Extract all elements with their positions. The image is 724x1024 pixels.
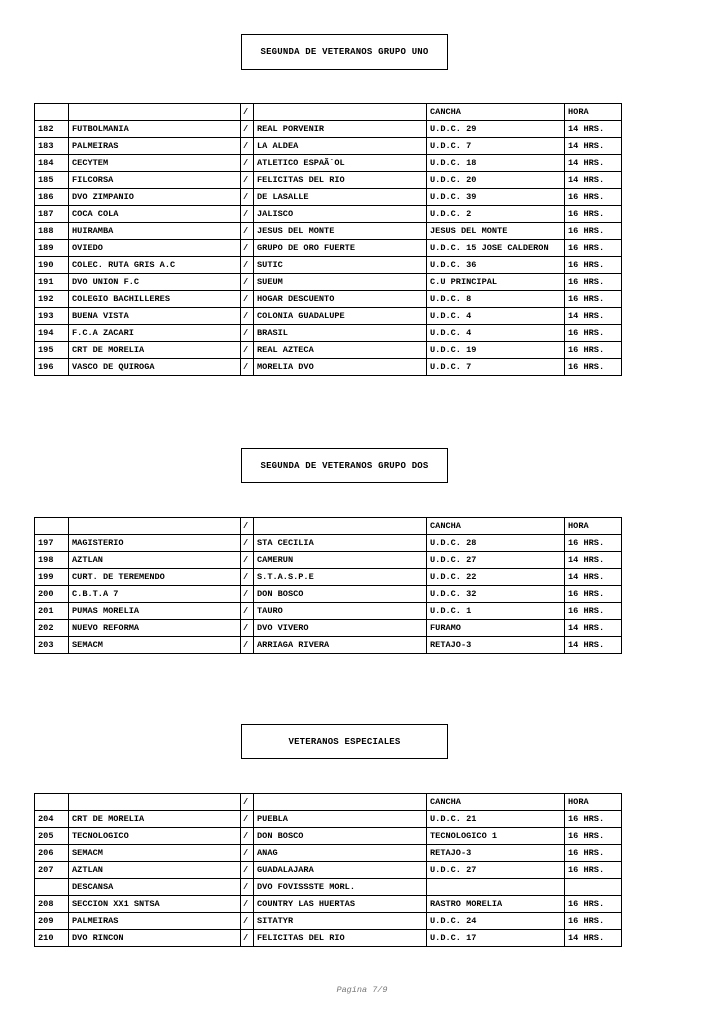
versus-separator: / <box>241 189 254 206</box>
versus-separator: / <box>241 569 254 586</box>
home-team: FUTBOLMANIA <box>69 121 241 138</box>
home-team: CURT. DE TEREMENDO <box>69 569 241 586</box>
field-cell: U.D.C. 32 <box>427 586 565 603</box>
time-cell: 14 HRS. <box>565 552 622 569</box>
time-cell: 16 HRS. <box>565 206 622 223</box>
time-cell: 16 HRS. <box>565 603 622 620</box>
table-row <box>35 257 622 274</box>
away-team: JESUS DEL MONTE <box>254 223 427 240</box>
away-team: SUEUM <box>254 274 427 291</box>
away-team: DVO FOVISSSTE MORL. <box>254 879 427 896</box>
time-cell: 14 HRS. <box>565 569 622 586</box>
away-team: TAURO <box>254 603 427 620</box>
match-number: 204 <box>35 811 69 828</box>
match-number: 194 <box>35 325 69 342</box>
table-row <box>35 206 622 223</box>
home-team: PUMAS MORELIA <box>69 603 241 620</box>
match-number: 208 <box>35 896 69 913</box>
field-cell: RETAJO-3 <box>427 637 565 654</box>
away-team: REAL AZTECA <box>254 342 427 359</box>
fixtures-table-grupo-uno <box>34 103 622 376</box>
home-team: COLEC. RUTA GRIS A.C <box>69 257 241 274</box>
field-cell: U.D.C. 1 <box>427 603 565 620</box>
away-team: LA ALDEA <box>254 138 427 155</box>
time-cell: 16 HRS. <box>565 913 622 930</box>
match-number <box>35 879 69 896</box>
versus-separator: / <box>241 913 254 930</box>
home-team: AZTLAN <box>69 862 241 879</box>
versus-separator: / <box>241 603 254 620</box>
table-row <box>35 342 622 359</box>
away-team: HOGAR DESCUENTO <box>254 291 427 308</box>
away-team: COUNTRY LAS HUERTAS <box>254 896 427 913</box>
section-title-grupo-uno: SEGUNDA DE VETERANOS GRUPO UNO <box>241 34 448 70</box>
versus-separator: / <box>241 155 254 172</box>
match-number: 192 <box>35 291 69 308</box>
field-cell: JESUS DEL MONTE <box>427 223 565 240</box>
field-cell: U.D.C. 27 <box>427 552 565 569</box>
away-team: REAL PORVENIR <box>254 121 427 138</box>
home-team: DVO RINCON <box>69 930 241 947</box>
match-number: 190 <box>35 257 69 274</box>
versus-separator: / <box>241 240 254 257</box>
fixtures-table-grupo-dos <box>34 517 622 654</box>
table-row <box>35 930 622 947</box>
home-team: COLEGIO BACHILLERES <box>69 291 241 308</box>
match-number: 185 <box>35 172 69 189</box>
section-title-veteranos-especiales: VETERANOS ESPECIALES <box>241 724 448 759</box>
away-team: STA CECILIA <box>254 535 427 552</box>
match-number: 206 <box>35 845 69 862</box>
time-cell: 14 HRS. <box>565 930 622 947</box>
away-team <box>254 518 427 535</box>
versus-separator: / <box>241 535 254 552</box>
away-team: S.T.A.S.P.E <box>254 569 427 586</box>
time-cell: HORA <box>565 104 622 121</box>
field-cell: U.D.C. 4 <box>427 308 565 325</box>
match-number <box>35 104 69 121</box>
home-team: VASCO DE QUIROGA <box>69 359 241 376</box>
home-team: PALMEIRAS <box>69 913 241 930</box>
versus-separator: / <box>241 794 254 811</box>
field-cell: TECNOLOGICO 1 <box>427 828 565 845</box>
versus-separator: / <box>241 586 254 603</box>
field-cell: U.D.C. 7 <box>427 359 565 376</box>
home-team: SEMACM <box>69 845 241 862</box>
match-number: 188 <box>35 223 69 240</box>
time-cell: 14 HRS. <box>565 172 622 189</box>
time-cell: 14 HRS. <box>565 637 622 654</box>
field-cell: U.D.C. 22 <box>427 569 565 586</box>
away-team: JALISCO <box>254 206 427 223</box>
field-cell: U.D.C. 18 <box>427 155 565 172</box>
time-cell: 16 HRS. <box>565 845 622 862</box>
table-row <box>35 155 622 172</box>
away-team <box>254 794 427 811</box>
field-cell: U.D.C. 19 <box>427 342 565 359</box>
table-row <box>35 308 622 325</box>
away-team: COLONIA GUADALUPE <box>254 308 427 325</box>
away-team: ARRIAGA RIVERA <box>254 637 427 654</box>
versus-separator: / <box>241 620 254 637</box>
time-cell: HORA <box>565 794 622 811</box>
table-row <box>35 172 622 189</box>
field-cell: C.U PRINCIPAL <box>427 274 565 291</box>
table-header-row <box>35 104 622 121</box>
time-cell: HORA <box>565 518 622 535</box>
table-row <box>35 240 622 257</box>
versus-separator: / <box>241 325 254 342</box>
versus-separator: / <box>241 359 254 376</box>
time-cell: 14 HRS. <box>565 138 622 155</box>
match-number: 202 <box>35 620 69 637</box>
table-row <box>35 223 622 240</box>
table-row <box>35 325 622 342</box>
home-team: DESCANSA <box>69 879 241 896</box>
match-number: 199 <box>35 569 69 586</box>
home-team: F.C.A ZACARI <box>69 325 241 342</box>
table-row <box>35 811 622 828</box>
table-row <box>35 359 622 376</box>
field-cell: RETAJO-3 <box>427 845 565 862</box>
match-number: 184 <box>35 155 69 172</box>
home-team: OVIEDO <box>69 240 241 257</box>
field-cell: CANCHA <box>427 104 565 121</box>
field-cell: U.D.C. 24 <box>427 913 565 930</box>
home-team: C.B.T.A 7 <box>69 586 241 603</box>
versus-separator: / <box>241 138 254 155</box>
table-row <box>35 274 622 291</box>
field-cell <box>427 879 565 896</box>
home-team: DVO ZIMPANIO <box>69 189 241 206</box>
time-cell: 16 HRS. <box>565 257 622 274</box>
versus-separator: / <box>241 223 254 240</box>
match-number <box>35 518 69 535</box>
field-cell: CANCHA <box>427 518 565 535</box>
home-team: CRT DE MORELIA <box>69 342 241 359</box>
versus-separator: / <box>241 172 254 189</box>
home-team: HUIRAMBA <box>69 223 241 240</box>
away-team: SITATYR <box>254 913 427 930</box>
match-number: 191 <box>35 274 69 291</box>
field-cell: U.D.C. 17 <box>427 930 565 947</box>
field-cell: U.D.C. 2 <box>427 206 565 223</box>
field-cell: U.D.C. 36 <box>427 257 565 274</box>
table-row <box>35 896 622 913</box>
versus-separator: / <box>241 552 254 569</box>
versus-separator: / <box>241 291 254 308</box>
home-team: FILCORSA <box>69 172 241 189</box>
versus-separator: / <box>241 206 254 223</box>
field-cell: U.D.C. 29 <box>427 121 565 138</box>
home-team: PALMEIRAS <box>69 138 241 155</box>
time-cell: 16 HRS. <box>565 862 622 879</box>
home-team: CECYTEM <box>69 155 241 172</box>
field-cell: U.D.C. 4 <box>427 325 565 342</box>
field-cell: U.D.C. 21 <box>427 811 565 828</box>
table-row <box>35 879 622 896</box>
field-cell: U.D.C. 8 <box>427 291 565 308</box>
home-team: SEMACM <box>69 637 241 654</box>
away-team <box>254 104 427 121</box>
away-team: GUADALAJARA <box>254 862 427 879</box>
field-cell: U.D.C. 27 <box>427 862 565 879</box>
table-row <box>35 189 622 206</box>
field-cell: U.D.C. 15 JOSE CALDERON <box>427 240 565 257</box>
home-team <box>69 104 241 121</box>
match-number: 203 <box>35 637 69 654</box>
field-cell: U.D.C. 39 <box>427 189 565 206</box>
versus-separator: / <box>241 518 254 535</box>
match-number: 205 <box>35 828 69 845</box>
away-team: SUTIC <box>254 257 427 274</box>
home-team: SECCION XX1 SNTSA <box>69 896 241 913</box>
match-number: 201 <box>35 603 69 620</box>
away-team: PUEBLA <box>254 811 427 828</box>
section-title-grupo-dos: SEGUNDA DE VETERANOS GRUPO DOS <box>241 448 448 483</box>
home-team: BUENA VISTA <box>69 308 241 325</box>
match-number: 182 <box>35 121 69 138</box>
match-number <box>35 794 69 811</box>
time-cell: 16 HRS. <box>565 325 622 342</box>
match-number: 189 <box>35 240 69 257</box>
versus-separator: / <box>241 879 254 896</box>
time-cell: 14 HRS. <box>565 121 622 138</box>
match-number: 200 <box>35 586 69 603</box>
table-row <box>35 620 622 637</box>
match-number: 210 <box>35 930 69 947</box>
table-row <box>35 862 622 879</box>
home-team: AZTLAN <box>69 552 241 569</box>
match-number: 196 <box>35 359 69 376</box>
home-team <box>69 794 241 811</box>
table-row <box>35 552 622 569</box>
time-cell: 16 HRS. <box>565 240 622 257</box>
field-cell: U.D.C. 20 <box>427 172 565 189</box>
versus-separator: / <box>241 342 254 359</box>
versus-separator: / <box>241 862 254 879</box>
versus-separator: / <box>241 257 254 274</box>
table-row <box>35 637 622 654</box>
table-row <box>35 138 622 155</box>
away-team: ATLETICO ESPAÃ`OL <box>254 155 427 172</box>
home-team: CRT DE MORELIA <box>69 811 241 828</box>
home-team <box>69 518 241 535</box>
time-cell <box>565 879 622 896</box>
away-team: FELICITAS DEL RIO <box>254 172 427 189</box>
time-cell: 14 HRS. <box>565 308 622 325</box>
match-number: 198 <box>35 552 69 569</box>
time-cell: 16 HRS. <box>565 189 622 206</box>
field-cell: U.D.C. 7 <box>427 138 565 155</box>
time-cell: 16 HRS. <box>565 223 622 240</box>
away-team: ANAG <box>254 845 427 862</box>
versus-separator: / <box>241 845 254 862</box>
versus-separator: / <box>241 930 254 947</box>
match-number: 187 <box>35 206 69 223</box>
field-cell: U.D.C. 28 <box>427 535 565 552</box>
versus-separator: / <box>241 274 254 291</box>
field-cell: CANCHA <box>427 794 565 811</box>
home-team: TECNOLOGICO <box>69 828 241 845</box>
match-number: 195 <box>35 342 69 359</box>
table-header-row <box>35 518 622 535</box>
time-cell: 16 HRS. <box>565 828 622 845</box>
time-cell: 16 HRS. <box>565 586 622 603</box>
table-row <box>35 828 622 845</box>
away-team: CAMERUN <box>254 552 427 569</box>
time-cell: 16 HRS. <box>565 342 622 359</box>
versus-separator: / <box>241 828 254 845</box>
time-cell: 16 HRS. <box>565 535 622 552</box>
versus-separator: / <box>241 896 254 913</box>
home-team: DVO UNION F.C <box>69 274 241 291</box>
away-team: BRASIL <box>254 325 427 342</box>
field-cell: RASTRO MORELIA <box>427 896 565 913</box>
table-row <box>35 845 622 862</box>
table-row <box>35 121 622 138</box>
table-row <box>35 291 622 308</box>
time-cell: 14 HRS. <box>565 155 622 172</box>
away-team: DVO VIVERO <box>254 620 427 637</box>
versus-separator: / <box>241 121 254 138</box>
table-row <box>35 535 622 552</box>
time-cell: 16 HRS. <box>565 359 622 376</box>
away-team: GRUPO DE ORO FUERTE <box>254 240 427 257</box>
versus-separator: / <box>241 811 254 828</box>
time-cell: 16 HRS. <box>565 811 622 828</box>
home-team: COCA COLA <box>69 206 241 223</box>
time-cell: 16 HRS. <box>565 291 622 308</box>
table-row <box>35 569 622 586</box>
match-number: 193 <box>35 308 69 325</box>
match-number: 209 <box>35 913 69 930</box>
table-row <box>35 586 622 603</box>
match-number: 183 <box>35 138 69 155</box>
away-team: DON BOSCO <box>254 586 427 603</box>
away-team: DE LASALLE <box>254 189 427 206</box>
fixtures-table-veteranos-especiales <box>34 793 622 947</box>
match-number: 207 <box>35 862 69 879</box>
time-cell: 14 HRS. <box>565 620 622 637</box>
versus-separator: / <box>241 637 254 654</box>
page-number-footer: Pagina 7/9 <box>336 985 388 995</box>
match-number: 186 <box>35 189 69 206</box>
table-row <box>35 913 622 930</box>
away-team: DON BOSCO <box>254 828 427 845</box>
away-team: MORELIA DVO <box>254 359 427 376</box>
field-cell: FURAMO <box>427 620 565 637</box>
home-team: NUEVO REFORMA <box>69 620 241 637</box>
versus-separator: / <box>241 104 254 121</box>
time-cell: 16 HRS. <box>565 274 622 291</box>
table-header-row <box>35 794 622 811</box>
time-cell: 16 HRS. <box>565 896 622 913</box>
match-number: 197 <box>35 535 69 552</box>
away-team: FELICITAS DEL RIO <box>254 930 427 947</box>
table-row <box>35 603 622 620</box>
home-team: MAGISTERIO <box>69 535 241 552</box>
versus-separator: / <box>241 308 254 325</box>
